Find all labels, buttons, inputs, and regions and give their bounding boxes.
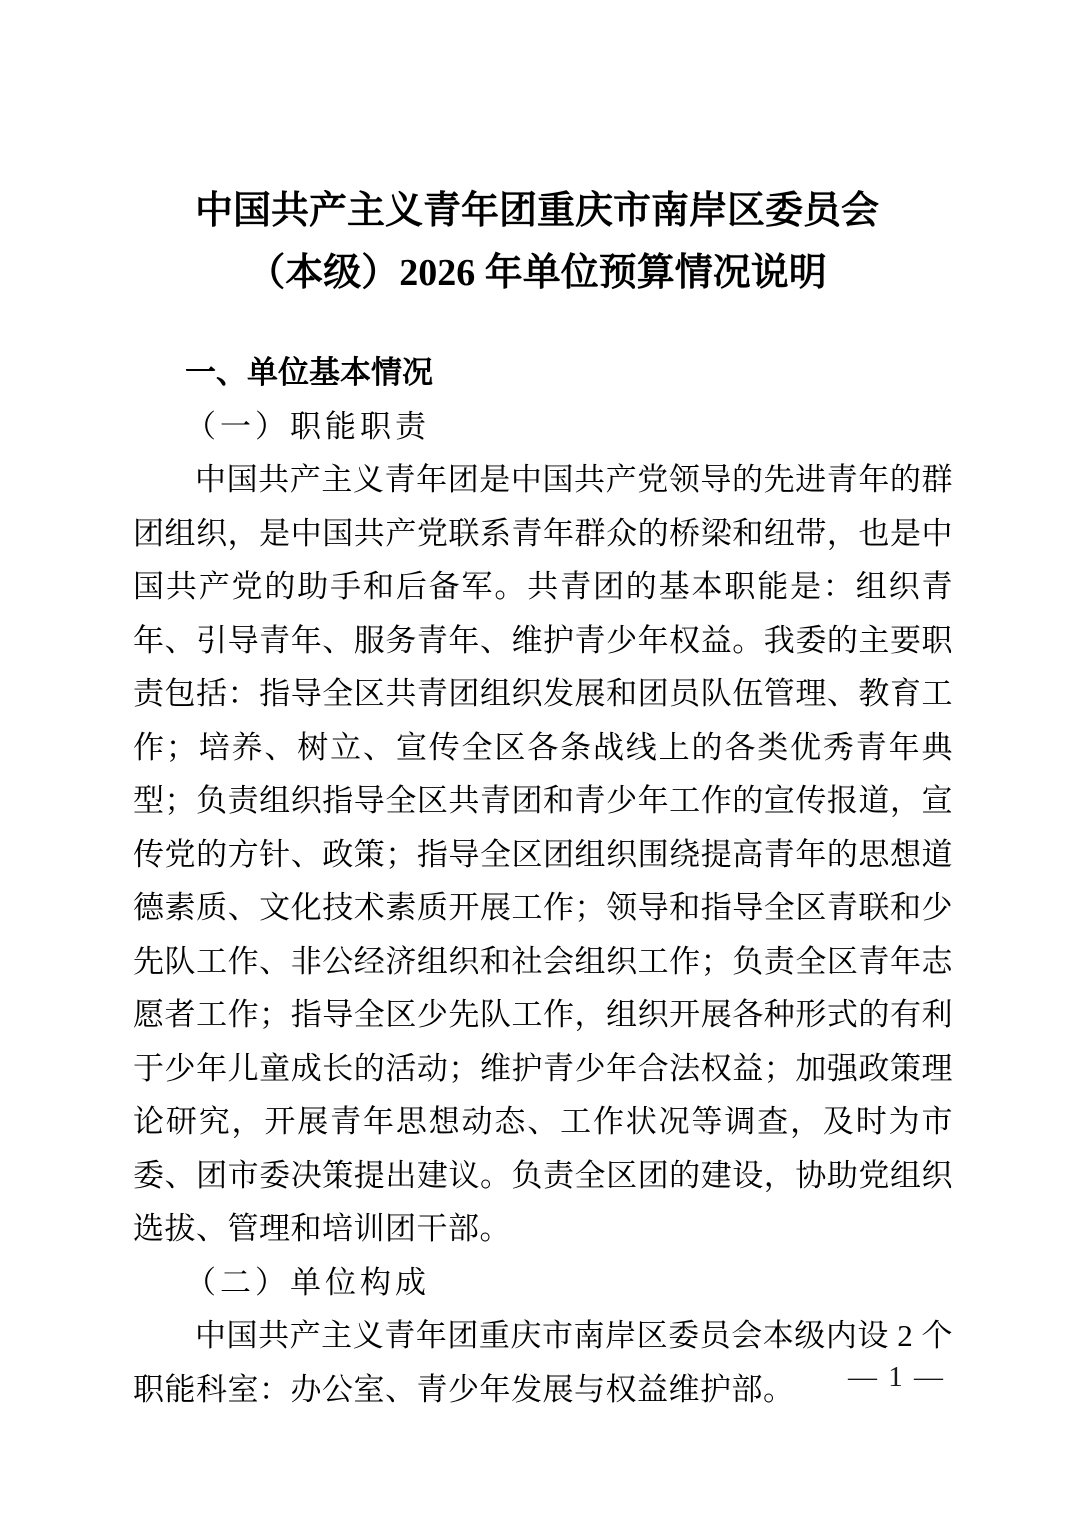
paragraph-duties: 中国共产主义青年团是中国共产党领导的先进青年的群团组织，是中国共产党联系青年群众的桥梁和纽带，也是中国共产党的助手和后备军。共青团的基本职能是：组织青年、引导青年、服务青年、维护青少年权益。我委的主要职责包括：指导全区共青团组织发展和团员队伍管理、教育工作；培养、树立、宣传全区各条战线上的各类优秀青年典型；负责组织指导全区共青团和青少年工作的宣传报道，宣传党的方针、政策；指导全区团组织围绕提高青年的思想道德素质、文化技术素质开展工作；领导和指导全区青联和少先队工作、非公经济组织和社会组织工作；负责全区青年志愿者工作；指导全区少先队工作，组织开展各种形式的有利于少年儿童成长的活动；维护青少年合法权益；加强政策理论研究，开展青年思想动态、工作状况等调查，及时为市委、团市委决策提出建议。负责全区团的建设，协助党组织选拔、管理和培训团干部。 <box>133 462 953 1246</box>
section-heading-basic-info: 一、单位基本情况 <box>185 355 433 390</box>
document-title <box>0 0 1074 304</box>
document-title-line2: （本级）2026 年单位预算情况说明 <box>247 252 827 294</box>
page-number: — 1 — <box>848 1361 945 1393</box>
subsection-heading-composition: （二）单位构成 <box>185 1264 430 1300</box>
document-title-line1: 中国共产主义青年团重庆市南岸区委员会 <box>194 190 879 232</box>
document-body <box>133 346 953 1416</box>
paragraph-composition: 中国共产主义青年团重庆市南岸区委员会本级内设 2 个职能科室：办公室、青少年发展与权益维护部。 <box>133 1318 953 1407</box>
subsection-heading-duties: （一）职能职责 <box>185 408 430 444</box>
